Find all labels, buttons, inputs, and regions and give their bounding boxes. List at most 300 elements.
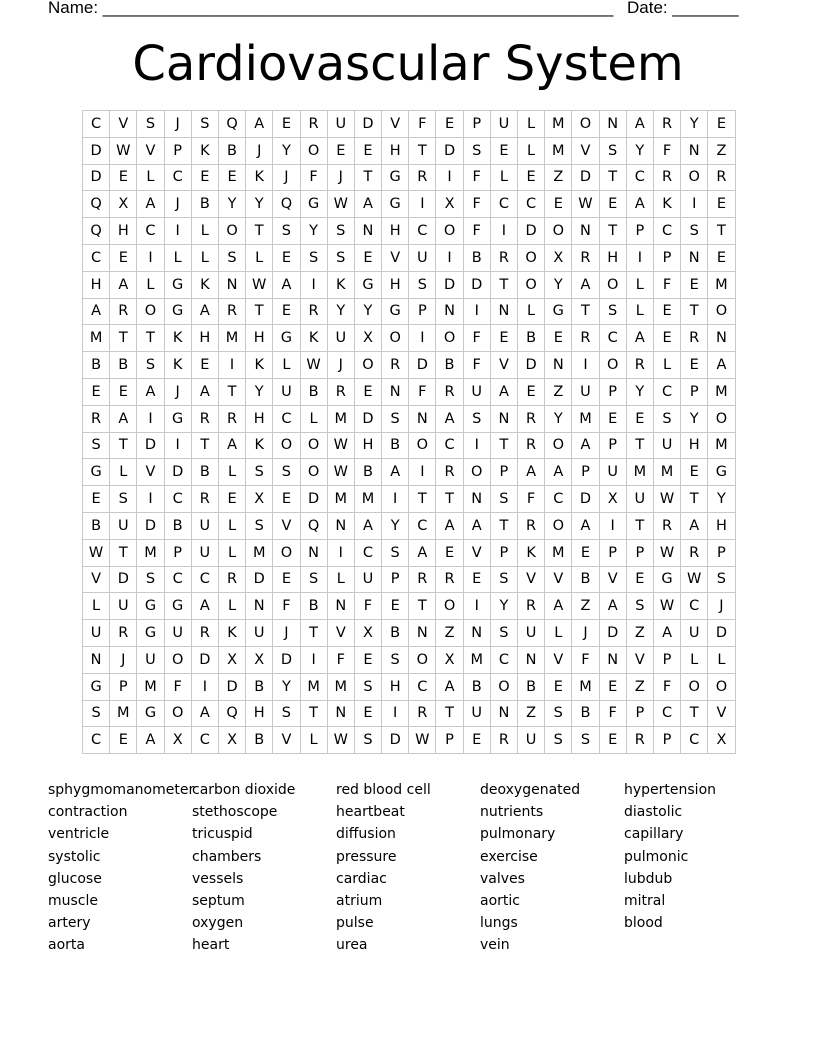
word-search-grid [82, 110, 736, 754]
grid-letter: T [572, 298, 599, 325]
grid-letter: J [164, 191, 191, 218]
grid-letter: I [626, 244, 653, 271]
grid-row [83, 566, 736, 593]
grid-letter: C [653, 218, 680, 245]
grid-letter: V [463, 539, 490, 566]
grid-letter: U [246, 620, 273, 647]
word-list-item: urea [336, 937, 368, 954]
grid-letter: F [463, 325, 490, 352]
grid-letter: R [572, 244, 599, 271]
grid-letter: A [545, 459, 572, 486]
grid-letter: K [300, 325, 327, 352]
grid-letter: C [164, 486, 191, 513]
grid-letter: N [708, 325, 735, 352]
grid-letter: P [409, 298, 436, 325]
grid-letter: P [599, 378, 626, 405]
grid-letter: H [382, 271, 409, 298]
grid-letter: S [354, 673, 381, 700]
grid-letter: Y [354, 298, 381, 325]
grid-letter: S [246, 512, 273, 539]
grid-letter: H [382, 218, 409, 245]
grid-letter: V [599, 566, 626, 593]
grid-letter: D [572, 164, 599, 191]
grid-letter: R [218, 298, 245, 325]
grid-letter: G [382, 298, 409, 325]
grid-letter: L [218, 593, 245, 620]
grid-letter: X [110, 191, 137, 218]
grid-letter: V [545, 646, 572, 673]
grid-letter: U [83, 620, 110, 647]
grid-letter: X [708, 727, 735, 754]
grid-letter: X [599, 486, 626, 513]
grid-letter: S [110, 486, 137, 513]
word-list-item: aorta [48, 937, 85, 954]
grid-letter: K [327, 271, 354, 298]
grid-letter: W [327, 727, 354, 754]
grid-letter: G [382, 164, 409, 191]
grid-letter: T [409, 593, 436, 620]
grid-letter: Y [246, 191, 273, 218]
word-list-item: aortic [480, 892, 520, 909]
grid-letter: I [300, 646, 327, 673]
grid-letter: S [83, 432, 110, 459]
grid-row [83, 298, 736, 325]
grid-letter: F [653, 673, 680, 700]
grid-letter: I [436, 244, 463, 271]
grid-letter: U [463, 378, 490, 405]
grid-letter: O [382, 325, 409, 352]
grid-letter: T [626, 512, 653, 539]
grid-letter: O [681, 673, 708, 700]
grid-letter: T [626, 432, 653, 459]
grid-letter: L [191, 218, 218, 245]
grid-letter: C [681, 593, 708, 620]
grid-letter: J [572, 620, 599, 647]
word-list-item: mitral [624, 892, 666, 909]
grid-letter: G [137, 700, 164, 727]
grid-letter: T [191, 432, 218, 459]
grid-letter: E [191, 164, 218, 191]
grid-letter: R [653, 111, 680, 138]
grid-letter: G [545, 298, 572, 325]
grid-letter: L [545, 620, 572, 647]
grid-letter: E [382, 593, 409, 620]
grid-letter: I [681, 191, 708, 218]
grid-letter: Z [436, 620, 463, 647]
grid-letter: M [708, 432, 735, 459]
grid-letter: H [246, 325, 273, 352]
grid-letter: C [164, 164, 191, 191]
grid-letter: B [382, 620, 409, 647]
grid-letter: T [246, 298, 273, 325]
grid-letter: G [83, 673, 110, 700]
grid-letter: X [354, 325, 381, 352]
grid-letter: M [545, 539, 572, 566]
grid-letter: F [300, 164, 327, 191]
grid-letter: M [327, 673, 354, 700]
grid-letter: E [110, 244, 137, 271]
grid-letter: K [246, 164, 273, 191]
grid-letter: H [599, 244, 626, 271]
grid-letter: A [354, 512, 381, 539]
grid-letter: O [436, 593, 463, 620]
grid-row [83, 646, 736, 673]
grid-letter: S [463, 137, 490, 164]
grid-letter: B [218, 137, 245, 164]
grid-letter: S [218, 244, 245, 271]
grid-letter: F [463, 164, 490, 191]
grid-letter: D [708, 620, 735, 647]
grid-letter: W [246, 271, 273, 298]
grid-letter: B [164, 512, 191, 539]
grid-letter: E [191, 352, 218, 379]
grid-letter: S [599, 137, 626, 164]
grid-letter: C [599, 325, 626, 352]
grid-letter: N [246, 593, 273, 620]
grid-letter: X [246, 646, 273, 673]
grid-letter: F [354, 593, 381, 620]
grid-row [83, 673, 736, 700]
grid-letter: C [409, 673, 436, 700]
grid-letter: E [708, 244, 735, 271]
grid-letter: J [164, 378, 191, 405]
grid-letter: A [218, 432, 245, 459]
grid-letter: U [137, 646, 164, 673]
word-list-item: blood [624, 915, 663, 932]
grid-letter: E [545, 191, 572, 218]
grid-letter: P [463, 111, 490, 138]
grid-letter: S [327, 244, 354, 271]
grid-letter: L [83, 593, 110, 620]
grid-letter: R [436, 378, 463, 405]
grid-letter: S [382, 405, 409, 432]
grid-letter: P [490, 459, 517, 486]
grid-letter: F [463, 352, 490, 379]
grid-letter: D [599, 620, 626, 647]
date-field-line[interactable]: Date: _______ [627, 0, 739, 17]
word-list-item: lubdub [624, 870, 673, 887]
grid-letter: I [327, 539, 354, 566]
grid-letter: M [354, 486, 381, 513]
grid-row [83, 700, 736, 727]
grid-row [83, 137, 736, 164]
grid-letter: A [409, 539, 436, 566]
grid-letter: V [327, 620, 354, 647]
grid-letter: Y [626, 137, 653, 164]
grid-letter: I [409, 191, 436, 218]
grid-letter: P [626, 218, 653, 245]
grid-letter: E [599, 191, 626, 218]
word-list-item: contraction [48, 804, 128, 821]
grid-letter: K [246, 432, 273, 459]
grid-row [83, 325, 736, 352]
grid-letter: B [83, 512, 110, 539]
grid-letter: W [653, 486, 680, 513]
word-list-item: septum [192, 892, 245, 909]
grid-letter: D [518, 218, 545, 245]
word-list-item: exercise [480, 848, 538, 865]
grid-letter: L [518, 137, 545, 164]
grid-letter: P [599, 432, 626, 459]
grid-letter: P [164, 539, 191, 566]
grid-letter: I [137, 405, 164, 432]
grid-letter: B [83, 352, 110, 379]
grid-letter: N [327, 593, 354, 620]
grid-letter: L [110, 459, 137, 486]
grid-letter: B [436, 352, 463, 379]
grid-letter: F [273, 593, 300, 620]
grid-letter: T [599, 164, 626, 191]
grid-letter: A [463, 512, 490, 539]
word-list-item: nutrients [480, 804, 544, 821]
grid-letter: X [218, 646, 245, 673]
word-list-item: muscle [48, 892, 99, 909]
grid-letter: L [518, 298, 545, 325]
grid-letter: S [327, 218, 354, 245]
grid-letter: B [463, 244, 490, 271]
grid-letter: I [137, 486, 164, 513]
grid-letter: N [463, 486, 490, 513]
grid-row [83, 271, 736, 298]
grid-letter: O [273, 539, 300, 566]
grid-letter: T [137, 325, 164, 352]
grid-letter: C [490, 646, 517, 673]
grid-letter: E [273, 566, 300, 593]
grid-letter: N [545, 352, 572, 379]
grid-row [83, 191, 736, 218]
grid-letter: B [463, 673, 490, 700]
grid-letter: E [545, 673, 572, 700]
grid-letter: M [708, 271, 735, 298]
grid-row [83, 512, 736, 539]
grid-letter: U [599, 459, 626, 486]
grid-letter: X [436, 191, 463, 218]
grid-letter: C [681, 727, 708, 754]
grid-letter: T [409, 486, 436, 513]
grid-letter: T [218, 378, 245, 405]
grid-letter: R [572, 325, 599, 352]
grid-letter: N [490, 298, 517, 325]
grid-letter: R [110, 298, 137, 325]
grid-letter: L [218, 512, 245, 539]
grid-row [83, 486, 736, 513]
grid-letter: N [354, 218, 381, 245]
grid-letter: B [246, 673, 273, 700]
grid-letter: P [653, 646, 680, 673]
grid-letter: A [137, 727, 164, 754]
grid-letter: R [681, 539, 708, 566]
grid-letter: C [83, 727, 110, 754]
grid-letter: K [518, 539, 545, 566]
grid-letter: O [518, 271, 545, 298]
grid-letter: K [218, 620, 245, 647]
grid-letter: E [572, 539, 599, 566]
grid-letter: S [545, 727, 572, 754]
grid-letter: O [545, 512, 572, 539]
grid-letter: R [490, 244, 517, 271]
grid-letter: S [273, 459, 300, 486]
grid-letter: V [273, 512, 300, 539]
grid-letter: E [354, 137, 381, 164]
grid-letter: E [354, 646, 381, 673]
word-list-item: pressure [336, 848, 397, 865]
grid-row [83, 727, 736, 754]
grid-letter: I [382, 486, 409, 513]
grid-letter: F [653, 137, 680, 164]
grid-letter: L [191, 244, 218, 271]
grid-letter: S [653, 405, 680, 432]
grid-letter: Y [300, 218, 327, 245]
grid-letter: E [110, 727, 137, 754]
grid-letter: V [382, 111, 409, 138]
grid-letter: E [490, 137, 517, 164]
word-list-item: cardiac [336, 870, 387, 887]
grid-letter: H [110, 218, 137, 245]
grid-letter: T [681, 700, 708, 727]
grid-letter: C [626, 164, 653, 191]
grid-letter: I [300, 271, 327, 298]
word-list-item: artery [48, 915, 91, 932]
word-list-item: lungs [480, 915, 518, 932]
grid-letter: E [436, 539, 463, 566]
grid-letter: L [626, 271, 653, 298]
grid-letter: C [191, 727, 218, 754]
grid-row [83, 218, 736, 245]
grid-row [83, 405, 736, 432]
grid-letter: G [382, 191, 409, 218]
page-title: Cardiovascular System [132, 36, 684, 92]
grid-letter: T [409, 137, 436, 164]
grid-letter: S [572, 727, 599, 754]
word-list [48, 779, 768, 957]
grid-letter: T [110, 432, 137, 459]
grid-letter: N [436, 298, 463, 325]
grid-letter: M [708, 378, 735, 405]
grid-letter: F [653, 271, 680, 298]
grid-letter: E [653, 325, 680, 352]
grid-letter: U [191, 512, 218, 539]
grid-letter: B [572, 700, 599, 727]
grid-letter: N [83, 646, 110, 673]
grid-letter: H [191, 325, 218, 352]
grid-letter: M [218, 325, 245, 352]
grid-letter: O [436, 218, 463, 245]
word-list-item: capillary [624, 826, 684, 843]
grid-letter: Z [626, 620, 653, 647]
grid-letter: W [681, 566, 708, 593]
grid-letter: M [463, 646, 490, 673]
grid-letter: I [463, 298, 490, 325]
grid-letter: R [191, 620, 218, 647]
grid-letter: J [273, 620, 300, 647]
grid-letter: S [137, 352, 164, 379]
grid-letter: W [83, 539, 110, 566]
grid-letter: R [191, 405, 218, 432]
grid-letter: R [83, 405, 110, 432]
grid-letter: I [599, 512, 626, 539]
grid-letter: O [599, 352, 626, 379]
grid-letter: O [708, 298, 735, 325]
grid-letter: C [409, 218, 436, 245]
grid-letter: E [599, 727, 626, 754]
grid-letter: B [191, 459, 218, 486]
grid-letter: D [110, 566, 137, 593]
grid-letter: C [409, 512, 436, 539]
grid-letter: Y [708, 486, 735, 513]
grid-letter: T [490, 271, 517, 298]
grid-letter: C [273, 405, 300, 432]
grid-letter: S [246, 459, 273, 486]
grid-letter: R [626, 352, 653, 379]
grid-letter: H [382, 137, 409, 164]
word-list-item: heart [192, 937, 230, 954]
grid-letter: L [137, 164, 164, 191]
grid-letter: V [273, 727, 300, 754]
grid-letter: A [137, 378, 164, 405]
grid-letter: N [300, 539, 327, 566]
grid-letter: C [83, 111, 110, 138]
grid-letter: K [164, 325, 191, 352]
grid-letter: L [626, 298, 653, 325]
grid-letter: N [382, 378, 409, 405]
grid-letter: S [382, 539, 409, 566]
grid-letter: A [110, 405, 137, 432]
grid-letter: S [490, 566, 517, 593]
grid-letter: G [164, 593, 191, 620]
grid-letter: D [436, 137, 463, 164]
grid-letter: E [653, 298, 680, 325]
grid-letter: Q [300, 512, 327, 539]
grid-letter: O [572, 111, 599, 138]
grid-letter: A [490, 378, 517, 405]
grid-letter: I [572, 352, 599, 379]
grid-letter: S [382, 646, 409, 673]
grid-letter: H [83, 271, 110, 298]
grid-letter: A [626, 111, 653, 138]
word-list-item: chambers [192, 848, 262, 865]
grid-letter: R [218, 405, 245, 432]
grid-letter: L [490, 164, 517, 191]
grid-letter: P [653, 244, 680, 271]
grid-letter: O [164, 646, 191, 673]
grid-letter: U [191, 539, 218, 566]
grid-letter: X [545, 244, 572, 271]
grid-letter: R [518, 432, 545, 459]
grid-letter: N [327, 700, 354, 727]
grid-letter: M [572, 405, 599, 432]
grid-letter: E [626, 405, 653, 432]
grid-letter: E [354, 378, 381, 405]
grid-letter: Q [218, 700, 245, 727]
grid-letter: N [463, 620, 490, 647]
grid-letter: W [327, 459, 354, 486]
grid-letter: A [436, 405, 463, 432]
grid-letter: A [572, 512, 599, 539]
name-field-line[interactable]: Name: ______________________________________________________ [48, 0, 614, 17]
grid-letter: L [653, 352, 680, 379]
grid-row [83, 593, 736, 620]
grid-letter: H [246, 700, 273, 727]
grid-letter: D [382, 727, 409, 754]
grid-letter: W [327, 191, 354, 218]
grid-letter: D [218, 673, 245, 700]
grid-letter: O [300, 137, 327, 164]
grid-letter: T [300, 620, 327, 647]
grid-letter: Y [382, 512, 409, 539]
grid-letter: O [545, 218, 572, 245]
grid-letter: N [409, 620, 436, 647]
grid-letter: V [110, 111, 137, 138]
